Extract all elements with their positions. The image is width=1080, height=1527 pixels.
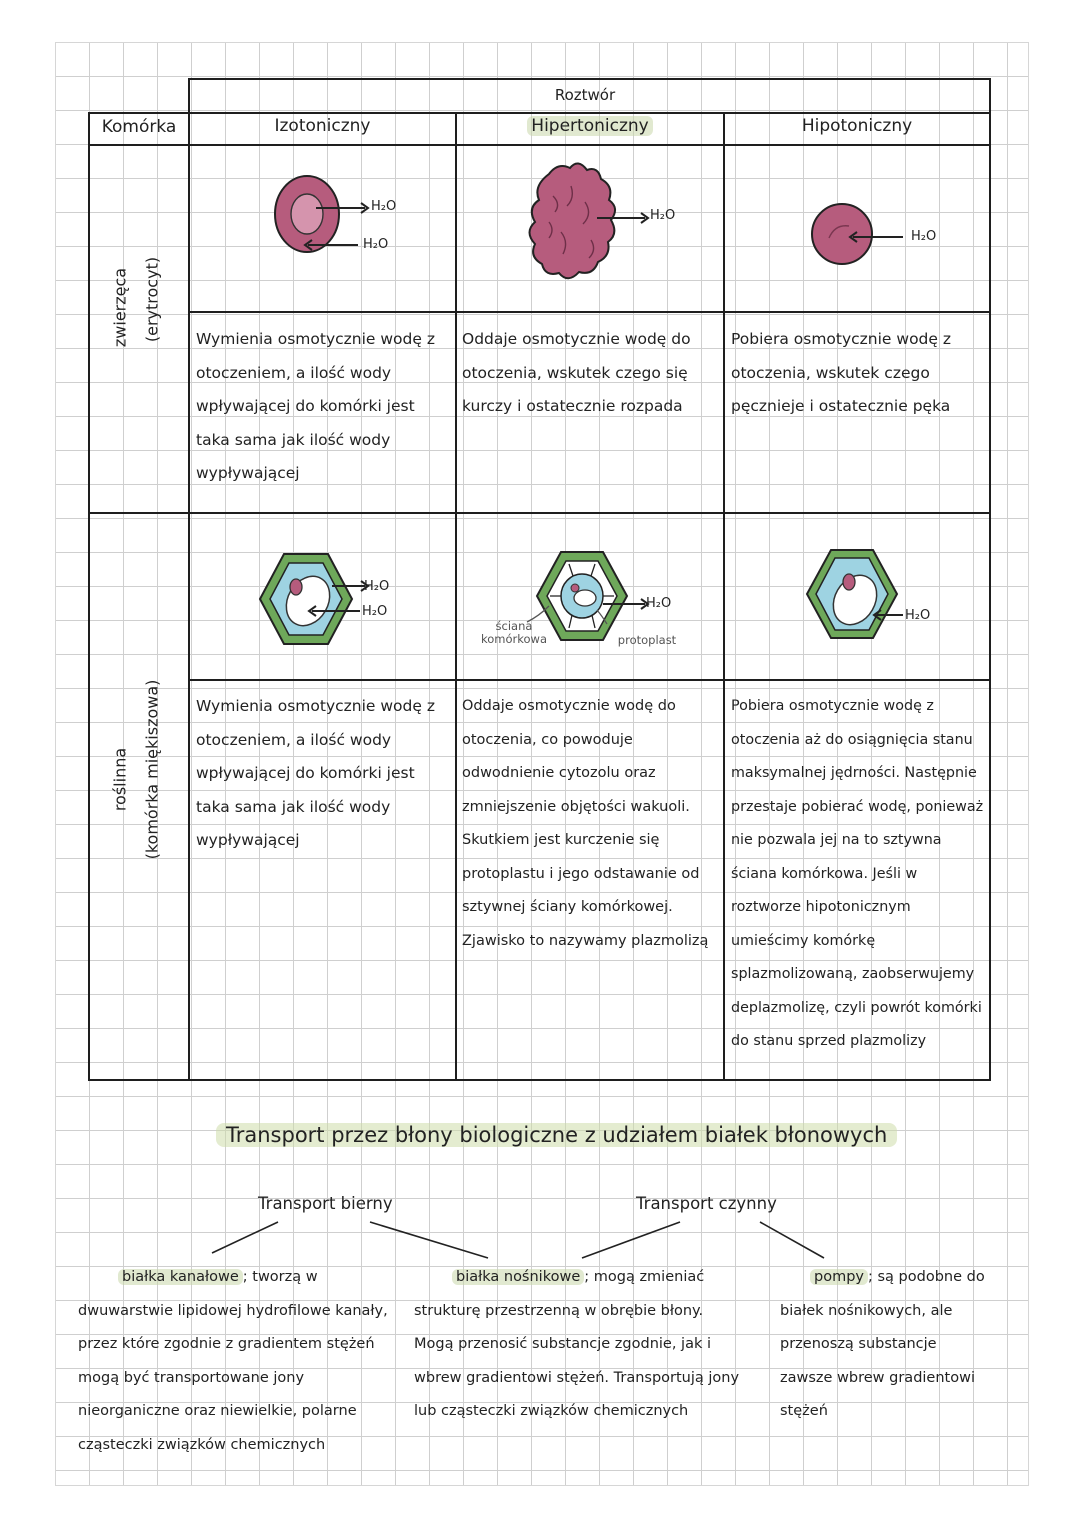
carrier-proteins-term: białka nośnikowe	[452, 1269, 584, 1285]
row-label-animal: zwierzęca	[110, 267, 130, 348]
plant-isotonic-text: Wymienia osmotycznie wodę z otoczeniem, a ilość wody wpływającej do komórki jest taka sama jak ilość wody wypływającej	[196, 697, 435, 849]
cell-header: Komórka	[101, 117, 177, 137]
channel-proteins-text: białka kanałowe ; tworzą w dwuwarstwie lipidowej hydrofilowe kanały, przez które zgodnie z gradientem stężeń mogą być transportowane jony nieorganiczne oraz niewielkie, polarne cząsteczki związków chemicznych	[78, 1269, 388, 1453]
passive-transport-heading: Transport bierny	[258, 1194, 393, 1213]
animal-hypotonic-text: Pobiera osmotycznie wodę z otoczenia, wskutek czego pęcznieje i ostatecznie pęka	[731, 330, 951, 415]
h2o-label-plant-in: H₂O	[362, 604, 388, 619]
column-header-hypertonic: Hipertoniczny	[457, 116, 723, 136]
animal-hypertonic-text: Oddaje osmotycznie wodę do otoczenia, wskutek czego się kurczy i ostatecznie rozpada	[462, 330, 691, 415]
carrier-proteins-text: białka nośnikowe ; mogą zmieniać strukturę przestrzenną w obrębie błony. Mogą przenosić substancje zgodnie, jak i wbrew gradientowi stężeń. Transportują jony lub cząsteczki związków chemicznych	[414, 1269, 740, 1419]
pumps-text: pompy ; są podobne do białek nośnikowych, ale przenoszą substancje zawsze wbrew gradientowi stężeń	[780, 1269, 985, 1419]
row-sublabel-animal: (erytrocyt)	[142, 256, 162, 343]
protoplast-label: protoplast	[617, 633, 677, 647]
solution-header: Roztwór	[554, 86, 616, 104]
animal-isotonic-text: Wymienia osmotycznie wodę z otoczeniem, a ilość wody wpływającej do komórki jest taka sama jak ilość wody wypływającej	[196, 330, 435, 482]
h2o-label-out: H₂O	[371, 199, 397, 214]
cell-wall-label: ściana komórkowa	[481, 619, 547, 646]
h2o-label-in: H₂O	[363, 237, 389, 252]
channel-proteins-term: białka kanałowe	[118, 1269, 243, 1285]
row-label-plant: roślinna	[110, 747, 130, 812]
plant-hypertonic-text: Oddaje osmotycznie wodę do otoczenia, co powoduje odwodnienie cytozolu oraz zmniejszenie objętości wakuoli. Skutkiem jest kurczenie się protoplastu i jego odstawanie od sztywnej ściany komórkowej. Zjawisko to nazywamy plazmolizą	[462, 698, 709, 949]
active-transport-heading: Transport czynny	[636, 1194, 777, 1213]
column-header-isotonic: Izotoniczny	[274, 116, 371, 136]
h2o-label-plant-out: H₂O	[364, 579, 390, 594]
row-sublabel-plant: (komórka miękiszowa)	[142, 679, 162, 860]
h2o-label-hypertonic: H₂O	[650, 208, 676, 223]
h2o-label-plant-hypertonic: H₂O	[646, 596, 672, 611]
transport-title: Transport przez błony biologiczne z udziałem białek błonowych	[216, 1123, 897, 1147]
plant-hypotonic-text: Pobiera osmotycznie wodę z otoczenia aż do osiągnięcia stanu maksymalnej jędrności. Następnie przestaje pobierać wodę, ponieważ nie pozwala jej na to sztywna ściana komórkowa. Jeśli w roztworze hipotonicznym umieścimy komórkę splazmolizowaną, zaobserwujemy deplazmolizę, czyli powrót komórki do stanu sprzed plazmolizy	[731, 698, 984, 1049]
h2o-label-hypotonic: H₂O	[911, 229, 937, 244]
h2o-label-plant-hypotonic: H₂O	[905, 608, 931, 623]
pumps-term: pompy	[810, 1269, 868, 1285]
column-header-hypotonic: Hipotoniczny	[801, 116, 913, 136]
